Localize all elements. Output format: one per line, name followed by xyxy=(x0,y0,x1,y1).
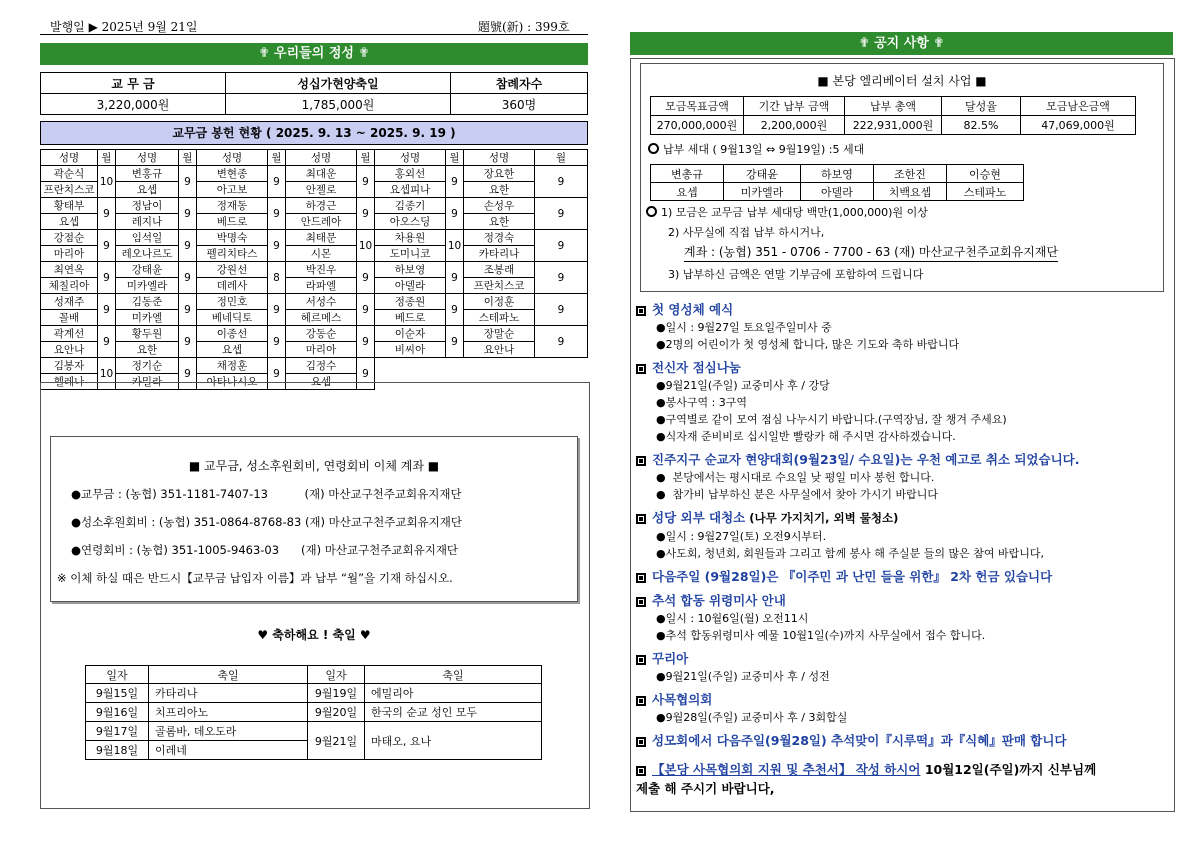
household-baptismal: 치백요셉 xyxy=(874,183,947,201)
notice-item-title-text: 성당 외부 대청소 xyxy=(652,510,746,525)
notice-item-title-text: 다음주일 (9월28일)은 『이주민 과 난민 들을 위한』 2차 헌금 있습니다 xyxy=(652,569,1053,584)
donor-month: 9 xyxy=(179,262,197,294)
donor-month: 9 xyxy=(357,166,375,198)
feast-date: 9월19일 xyxy=(308,684,365,703)
notice-item-line: ●9월21일(주일) 교중미사 후 / 강당 xyxy=(656,379,830,392)
transfer-box xyxy=(50,436,578,602)
donors-col-month: 월 xyxy=(446,150,464,166)
donor-month: 9 xyxy=(268,198,286,230)
donors-table xyxy=(40,149,588,390)
donor-name: 최대운 xyxy=(286,166,357,182)
notice-item-line: ●봉사구역 : 3구역 xyxy=(656,396,748,409)
donors-col-month: 월 xyxy=(98,150,116,166)
notice-item-title-text: 추석 합동 위령미사 안내 xyxy=(652,593,786,608)
donor-month: 9 xyxy=(446,262,464,294)
household-name: 이승현 xyxy=(947,165,1024,183)
feast-header: 축일 xyxy=(149,666,308,684)
feast-date: 9월16일 xyxy=(86,703,149,722)
notice-item-line: ●식자재 준비비로 십시일반 빨랑카 해 주시면 감사하겠습니다. xyxy=(656,430,956,443)
donor-name: 김정수 xyxy=(286,358,357,374)
offering-col-3: 참례자수 xyxy=(451,73,588,94)
notice-item-line: ●일시 : 10월6일(월) 오전11시 xyxy=(656,612,809,625)
notice-item-title-text: 진주지구 순교자 현양대회(9월23일/ 수요일)는 우천 예고로 취소 되었습니다. xyxy=(652,452,1080,467)
feast-date: 9월20일 xyxy=(308,703,365,722)
donor-name: 정민호 xyxy=(197,294,268,310)
donor-month: 9 xyxy=(357,262,375,294)
donor-baptismal: 스테파노 xyxy=(464,310,535,326)
notice-item xyxy=(636,731,1168,750)
donor-name: 김봉자 xyxy=(41,358,98,374)
notice-title: ✟ 공지 사항 ✟ xyxy=(630,32,1173,55)
offering-val-3: 360명 xyxy=(451,94,588,115)
donor-name: 강원선 xyxy=(197,262,268,278)
donor-baptismal: 요한 xyxy=(464,182,535,198)
square-bullet-icon xyxy=(636,306,646,316)
donor-month: 9 xyxy=(268,230,286,262)
feast-title: ♥ 축하해요 ! 축일 ♥ xyxy=(257,628,371,642)
donor-month: 9 xyxy=(535,294,588,326)
donor-baptismal: 데레사 xyxy=(197,278,268,294)
donor-baptismal: 요셉 xyxy=(197,342,268,358)
donor-month: 9 xyxy=(179,198,197,230)
offering-title: ✟ 우리들의 정성 ✟ xyxy=(40,43,588,65)
donor-month: 10 xyxy=(98,166,116,198)
offering-col-2: 성십가현양축일 xyxy=(226,73,451,94)
notice-item-title-text: 첫 영성체 예식 xyxy=(652,302,734,317)
offering-val-2: 1,785,000원 xyxy=(226,94,451,115)
donor-baptismal: 비씨아 xyxy=(375,342,446,358)
publish-date: 발행일 ▶ 2025년 9월 21일 xyxy=(50,20,198,34)
notice-item-line: ●일시 : 9월27일 토요일주일미사 중 xyxy=(656,321,832,334)
household-baptismal: 요셉 xyxy=(651,183,724,201)
donor-baptismal: 미카엘라 xyxy=(116,278,179,294)
donors-col-name: 성명 xyxy=(41,150,98,166)
square-bullet-icon xyxy=(636,655,646,665)
elevator-header: 달성율 xyxy=(942,97,1021,116)
donor-month: 9 xyxy=(179,294,197,326)
donor-name: 장말순 xyxy=(464,326,535,342)
donor-baptismal: 시몬 xyxy=(286,246,357,262)
feast-saint: 마태오, 요나 xyxy=(365,722,542,760)
feast-header: 축일 xyxy=(365,666,542,684)
donor-name: 황두원 xyxy=(116,326,179,342)
donor-baptismal: 펠리치타스 xyxy=(197,246,268,262)
donors-col-month: 월 xyxy=(357,150,375,166)
donor-month: 9 xyxy=(179,326,197,358)
elevator-note-2: 2) 사무실에 직접 납부 하시거나, xyxy=(668,226,825,239)
square-bullet-icon xyxy=(636,364,646,374)
transfer-title: ■ 교무금, 성소후원회비, 연령회비 이체 계좌 ■ xyxy=(188,459,440,473)
donors-col-name: 성명 xyxy=(197,150,268,166)
donor-month: 9 xyxy=(446,326,464,358)
notice-item xyxy=(636,358,1168,445)
notice-item-line: ●사도회, 청년회, 회원들과 그리고 함께 봉사 해 주실분 들의 많은 참여 바랍니다, xyxy=(656,547,1044,560)
donor-month: 9 xyxy=(535,230,588,262)
donor-month: 9 xyxy=(357,358,375,390)
donor-name: 김동준 xyxy=(116,294,179,310)
donor-month: 9 xyxy=(357,326,375,358)
donor-name: 정종원 xyxy=(375,294,446,310)
donor-name: 임석일 xyxy=(116,230,179,246)
square-bullet-icon xyxy=(636,766,646,776)
offering-val-1: 3,220,000원 xyxy=(41,94,226,115)
household-baptismal: 스테파노 xyxy=(947,183,1024,201)
notice-item-title xyxy=(636,567,1168,586)
notice-item-title xyxy=(636,508,1168,528)
donor-baptismal: 레오나르도 xyxy=(116,246,179,262)
elevator-title: ■ 본당 엘리베이터 설치 사업 ■ xyxy=(817,74,987,88)
donor-month: 9 xyxy=(179,166,197,198)
offering-table xyxy=(40,72,588,115)
feast-saint: 에밀리아 xyxy=(365,684,542,703)
transfer-line: ●연령회비 : (농협) 351-1005-9463-03 (재) 마산교구천주교회유지재단 xyxy=(71,543,459,557)
donor-month: 9 xyxy=(268,358,286,390)
donor-baptismal: 베네딕토 xyxy=(197,310,268,326)
elevator-table xyxy=(650,96,1136,135)
notice-item-title xyxy=(636,690,1168,709)
household-name: 변총규 xyxy=(651,165,724,183)
donor-name xyxy=(464,358,535,374)
donor-name: 조봉래 xyxy=(464,262,535,278)
donor-baptismal: 아타나시오 xyxy=(197,374,268,390)
household-name: 조한진 xyxy=(874,165,947,183)
donor-baptismal: 요셉 xyxy=(41,214,98,230)
donor-name: 황태부 xyxy=(41,198,98,214)
donors-col-name: 성명 xyxy=(286,150,357,166)
donor-month: 9 xyxy=(535,262,588,294)
square-bullet-icon xyxy=(636,597,646,607)
notice-item-line: ●일시 : 9월27일(토) 오전9시부터. xyxy=(656,530,827,543)
notice-item-title xyxy=(636,731,1168,750)
square-bullet-icon xyxy=(636,514,646,524)
donor-name: 이순자 xyxy=(375,326,446,342)
notice-last-link[interactable]: 【본당 사목협의회 지원 및 추천서】 작성 하시어 xyxy=(652,762,921,777)
notice-item-line: ●추석 합동위령미사 예물 10월1일(수)까지 사무실에서 접수 합니다. xyxy=(656,629,986,642)
donor-name: 이종선 xyxy=(197,326,268,342)
feast-saint: 카타리나 xyxy=(149,684,308,703)
notice-item xyxy=(636,649,1168,685)
donor-month: 9 xyxy=(535,198,588,230)
elevator-note-1: 1) 모금은 교무금 납부 세대당 백만(1,000,000)원 이상 xyxy=(646,204,928,220)
donor-baptismal: 아고보 xyxy=(197,182,268,198)
donor-name: 하보영 xyxy=(375,262,446,278)
donor-name xyxy=(375,358,446,374)
notice-item-line: ●9월28일(주일) 교중미사 후 / 3회합실 xyxy=(656,711,848,724)
donor-name: 채정훈 xyxy=(197,358,268,374)
feast-saint: 골롬바, 데오도라 xyxy=(149,722,308,741)
square-bullet-icon xyxy=(636,573,646,583)
donor-name: 곽계선 xyxy=(41,326,98,342)
donor-baptismal: 도미니코 xyxy=(375,246,446,262)
notice-item xyxy=(636,690,1168,726)
donor-baptismal: 요안나 xyxy=(41,342,98,358)
donor-name: 손성우 xyxy=(464,198,535,214)
donors-col-name: 성명 xyxy=(116,150,179,166)
donor-baptismal: 아델라 xyxy=(375,278,446,294)
issue-number: 題號(新) : 399호 xyxy=(478,20,570,34)
donor-baptismal: 프란치스코 xyxy=(464,278,535,294)
notice-item-title-text: 사목협의회 xyxy=(652,692,713,707)
donor-month: 10 xyxy=(446,230,464,262)
household-name: 하보영 xyxy=(801,165,874,183)
donor-month: 10 xyxy=(98,358,116,390)
notice-item xyxy=(636,508,1168,562)
donor-name: 최태문 xyxy=(286,230,357,246)
donor-name: 서성수 xyxy=(286,294,357,310)
donor-month: 8 xyxy=(268,262,286,294)
donor-name: 하경근 xyxy=(286,198,357,214)
donor-name: 강동순 xyxy=(286,326,357,342)
donor-month: 9 xyxy=(98,326,116,358)
notice-item-title xyxy=(636,450,1168,469)
donor-name: 정경숙 xyxy=(464,230,535,246)
notice-item-title-text: 꾸리아 xyxy=(652,651,689,666)
transfer-note: ※ 이체 하실 때은 반드시【교무금 납입자 이름】과 납부 “월”을 기재 하십시오. xyxy=(57,571,453,585)
donor-name: 정기순 xyxy=(116,358,179,374)
households-table xyxy=(650,164,1024,201)
donor-name: 강점순 xyxy=(41,230,98,246)
donor-month: 9 xyxy=(98,262,116,294)
elevator-value: 222,931,000원 xyxy=(845,116,942,135)
notice-item xyxy=(636,591,1168,644)
household-name: 강태윤 xyxy=(724,165,801,183)
donor-month: 9 xyxy=(268,166,286,198)
donor-month: 9 xyxy=(268,294,286,326)
donor-month: 9 xyxy=(179,230,197,262)
donor-name: 정남이 xyxy=(116,198,179,214)
feast-header: 일자 xyxy=(86,666,149,684)
feast-date: 9월17일 xyxy=(86,722,149,741)
donor-baptismal: 프란치스코 xyxy=(41,182,98,198)
notice-item-line: ●구역별로 같이 모여 점심 나누시기 바랍니다.(구역장님, 잘 챙겨 주세요) xyxy=(656,413,1007,426)
donor-baptismal: 레지나 xyxy=(116,214,179,230)
donor-baptismal: 미카엘 xyxy=(116,310,179,326)
donor-name: 강태윤 xyxy=(116,262,179,278)
donor-name: 곽순식 xyxy=(41,166,98,182)
household-baptismal: 미카엘라 xyxy=(724,183,801,201)
transfer-line: ●교무금 : (농협) 351-1181-7407-13 (재) 마산교구천주교회유지재단 xyxy=(71,487,462,501)
feast-date: 9월18일 xyxy=(86,741,149,760)
donor-name: 박진우 xyxy=(286,262,357,278)
square-bullet-icon xyxy=(636,696,646,706)
notice-item xyxy=(636,450,1168,503)
feast-header: 일자 xyxy=(308,666,365,684)
feast-date: 9월21일 xyxy=(308,722,365,760)
notice-last-line2: 제출 해 주시기 바랍니다, xyxy=(636,781,775,796)
donors-col-month: 월 xyxy=(535,150,588,166)
notice-item-title-suffix: (나무 가지치기, 외벽 물청소) xyxy=(745,511,899,525)
notice-items xyxy=(636,300,1168,750)
square-bullet-icon xyxy=(636,456,646,466)
notice-item-title xyxy=(636,358,1168,377)
donor-baptismal: 요안나 xyxy=(464,342,535,358)
elevator-value: 47,069,000원 xyxy=(1021,116,1136,135)
donor-baptismal: 헤르메스 xyxy=(286,310,357,326)
feast-saint: 치프리아노 xyxy=(149,703,308,722)
donor-name: 홍외선 xyxy=(375,166,446,182)
donor-month: 9 xyxy=(268,326,286,358)
notice-item-line: ●9월21일(주일) 교중미사 후 / 성전 xyxy=(656,670,830,683)
notice-item xyxy=(636,300,1168,353)
header-rule xyxy=(40,34,588,35)
donor-month: 9 xyxy=(357,198,375,230)
donor-month: 9 xyxy=(535,166,588,198)
donor-baptismal: 요한 xyxy=(116,342,179,358)
household-baptismal: 아델라 xyxy=(801,183,874,201)
feast-date: 9월15일 xyxy=(86,684,149,703)
donor-baptismal: 요셉 xyxy=(286,374,357,390)
donor-baptismal: 베드로 xyxy=(197,214,268,230)
donor-month: 9 xyxy=(98,230,116,262)
notice-item xyxy=(636,567,1168,586)
donor-month: 9 xyxy=(535,326,588,358)
donor-baptismal: 카밀라 xyxy=(116,374,179,390)
elevator-value: 2,200,000원 xyxy=(744,116,845,135)
donor-month: 9 xyxy=(98,294,116,326)
donor-baptismal: 안드레아 xyxy=(286,214,357,230)
notice-item-title xyxy=(636,649,1168,668)
square-bullet-icon xyxy=(636,737,646,747)
feast-saint: 이레네 xyxy=(149,741,308,760)
donor-baptismal: 요한 xyxy=(464,214,535,230)
donor-baptismal: 카타리나 xyxy=(464,246,535,262)
donor-baptismal: 마리아 xyxy=(41,246,98,262)
notice-item-line: ●2명의 어린이가 첫 영성체 합니다, 많은 기도와 축하 바랍니다 xyxy=(656,338,960,351)
feast-saint: 한국의 순교 성인 모두 xyxy=(365,703,542,722)
feast-table xyxy=(85,665,542,760)
notice-last xyxy=(636,760,1168,798)
donor-month: 9 xyxy=(98,198,116,230)
donors-col-month: 월 xyxy=(268,150,286,166)
donor-baptismal: 요셉피나 xyxy=(375,182,446,198)
donor-name: 김종기 xyxy=(375,198,446,214)
donor-baptismal: 요셉 xyxy=(116,182,179,198)
donor-baptismal: 안젤로 xyxy=(286,182,357,198)
donor-baptismal: 아오스딩 xyxy=(375,214,446,230)
donor-month: 9 xyxy=(179,358,197,390)
donor-baptismal: 베드로 xyxy=(375,310,446,326)
donor-name: 이정훈 xyxy=(464,294,535,310)
donor-month: 9 xyxy=(357,294,375,326)
donor-name: 변현종 xyxy=(197,166,268,182)
donor-name: 차용원 xyxy=(375,230,446,246)
donor-name: 변홍규 xyxy=(116,166,179,182)
donors-col-name: 성명 xyxy=(375,150,446,166)
donor-baptismal: 체칠리아 xyxy=(41,278,98,294)
donor-name: 최연옥 xyxy=(41,262,98,278)
donor-month: 9 xyxy=(446,166,464,198)
notice-item-title xyxy=(636,591,1168,610)
notice-item-title-text: 성모회에서 다음주일(9월28일) 추석맞이『시루떡』과『식혜』판매 합니다 xyxy=(652,733,1067,748)
elevator-value: 82.5% xyxy=(942,116,1021,135)
donors-col-month: 월 xyxy=(179,150,197,166)
donors-title: 교무금 봉헌 현황 ( 2025. 9. 13 ~ 2025. 9. 19 ) xyxy=(40,121,588,145)
donor-baptismal: 헬레나 xyxy=(41,374,98,390)
donor-baptismal: 라파엘 xyxy=(286,278,357,294)
donor-name: 장요한 xyxy=(464,166,535,182)
households-label: 납부 세대 ( 9월13일 ⇔ 9월19일) :5 세대 xyxy=(648,141,864,157)
elevator-header: 모금목표금액 xyxy=(651,97,744,116)
notice-item-title xyxy=(636,300,1168,319)
donor-month: 9 xyxy=(446,198,464,230)
donor-baptismal: 마리아 xyxy=(286,342,357,358)
offering-col-1: 교 무 금 xyxy=(41,73,226,94)
elevator-header: 모금남은금액 xyxy=(1021,97,1136,116)
donor-name: 성재주 xyxy=(41,294,98,310)
ring-bullet-icon xyxy=(648,143,659,154)
elevator-header: 기간 납부 금액 xyxy=(744,97,845,116)
donor-baptismal: 꼴배 xyxy=(41,310,98,326)
elevator-account: 계좌 : (농협) 351 - 0706 - 7700 - 63 (재) 마산교구천주교회유지재단 xyxy=(684,243,1058,262)
donor-name: 정재동 xyxy=(197,198,268,214)
notice-item-line: ● 본당에서는 평시대로 수요일 낮 평일 미사 봉헌 합니다. xyxy=(656,471,935,484)
notice-last-rest: 10월12일(주일)까지 신부님께 xyxy=(920,762,1097,777)
elevator-note-3: 3) 납부하신 금액은 연말 기부금에 포함하여 드립니다 xyxy=(668,268,924,281)
elevator-header: 납부 총액 xyxy=(845,97,942,116)
notice-item-title-text: 전신자 점심나눔 xyxy=(652,360,741,375)
elevator-value: 270,000,000원 xyxy=(651,116,744,135)
ring-bullet-icon xyxy=(646,206,657,217)
notice-item-line: ● 참가비 납부하신 분은 사무실에서 찾아 가시기 바랍니다 xyxy=(656,488,938,501)
donor-month: 10 xyxy=(357,230,375,262)
donor-name: 박명숙 xyxy=(197,230,268,246)
donors-col-name: 성명 xyxy=(464,150,535,166)
transfer-line: ●성소후원회비 : (농협) 351-0864-8768-83 (재) 마산교구천주교회유지재단 xyxy=(71,515,462,529)
donor-month: 9 xyxy=(446,294,464,326)
